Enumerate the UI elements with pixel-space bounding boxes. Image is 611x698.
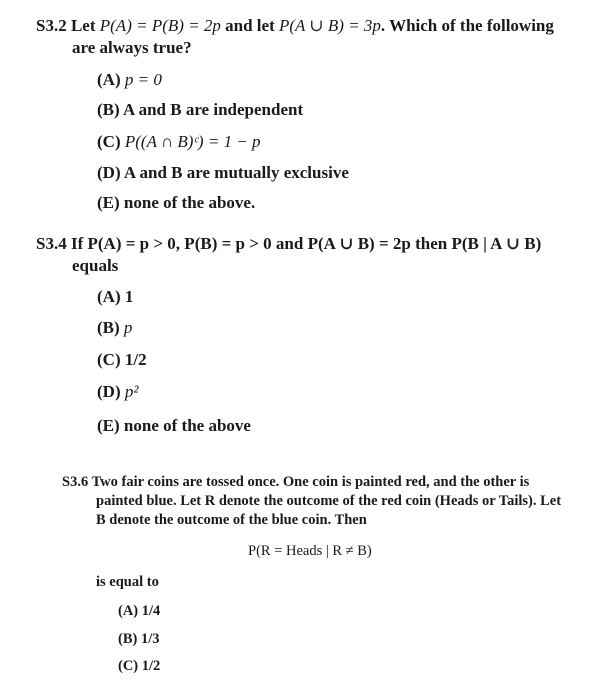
option-a (118, 603, 160, 620)
display-equation: P(R = Heads | R ≠ B) (248, 543, 372, 559)
option-c (97, 132, 261, 152)
option-text: p² (124, 382, 139, 401)
stem-text: Two fair coins are tossed once. One coin is painted red, and the other is (91, 474, 530, 490)
option-b (97, 318, 132, 338)
question-stem-line (62, 474, 529, 491)
question-stem-line: painted blue. Let R denote the outcome of the red coin (Heads or Tails). Let (96, 493, 562, 509)
stem-text: If P(A) = p > 0, P(B) = p > 0 and P(A ∪ B) = 2p then P(B | A ∪ B) (70, 234, 542, 253)
stem-text: and let (220, 16, 279, 35)
option-e (97, 193, 255, 213)
option-a (97, 287, 133, 307)
option-label: (B) (97, 318, 120, 337)
option-label: (D) (97, 382, 121, 401)
question-stem-line: B denote the outcome of the blue coin. Then (96, 512, 367, 528)
option-e (97, 416, 251, 436)
option-text: none of the above. (123, 193, 256, 212)
option-c (97, 350, 147, 370)
option-label: (C) (97, 132, 121, 151)
option-text: P((A ∩ B)ᶜ) = 1 − p (124, 132, 261, 151)
option-b (97, 100, 303, 120)
option-label: (D) (97, 163, 121, 182)
option-d (97, 382, 138, 402)
option-label: (A) (97, 287, 121, 306)
option-text: p (123, 318, 133, 337)
option-label: (B) (118, 631, 138, 647)
option-text: A and B are independent (122, 100, 304, 119)
option-text: A and B are mutually exclusive (123, 163, 349, 182)
question-stem-line: are always true? (72, 38, 192, 57)
option-b (118, 631, 160, 648)
question-number: S3.2 (36, 16, 67, 35)
option-d (97, 163, 349, 183)
option-label: (A) (97, 70, 121, 89)
option-text: none of the above (123, 416, 251, 435)
option-label: (A) (118, 603, 139, 619)
question-stem-line: is equal to (96, 574, 159, 590)
question-stem-line: equals (72, 256, 119, 275)
option-label: (E) (97, 416, 120, 435)
stem-math: P(A) = P(B) = 2p (99, 16, 221, 35)
stem-math: P(A ∪ B) = 3p (278, 16, 381, 35)
option-label: (C) (118, 658, 139, 674)
stem-text: . Which of the following (380, 16, 554, 35)
option-label: (E) (97, 193, 120, 212)
question-stem-line (36, 234, 541, 254)
option-text: 1/4 (141, 603, 161, 619)
option-text: 1/3 (140, 631, 160, 647)
option-label: (B) (97, 100, 120, 119)
option-a (97, 70, 162, 90)
stem-text: Let (70, 16, 100, 35)
option-text: p = 0 (124, 70, 162, 89)
question-stem-line (36, 16, 554, 36)
option-text: 1/2 (124, 350, 147, 369)
option-text: 1 (124, 287, 134, 306)
option-text: 1/2 (141, 658, 161, 674)
option-label: (C) (97, 350, 121, 369)
question-number: S3.4 (36, 234, 67, 253)
question-number: S3.6 (62, 474, 89, 490)
option-c (118, 658, 160, 675)
